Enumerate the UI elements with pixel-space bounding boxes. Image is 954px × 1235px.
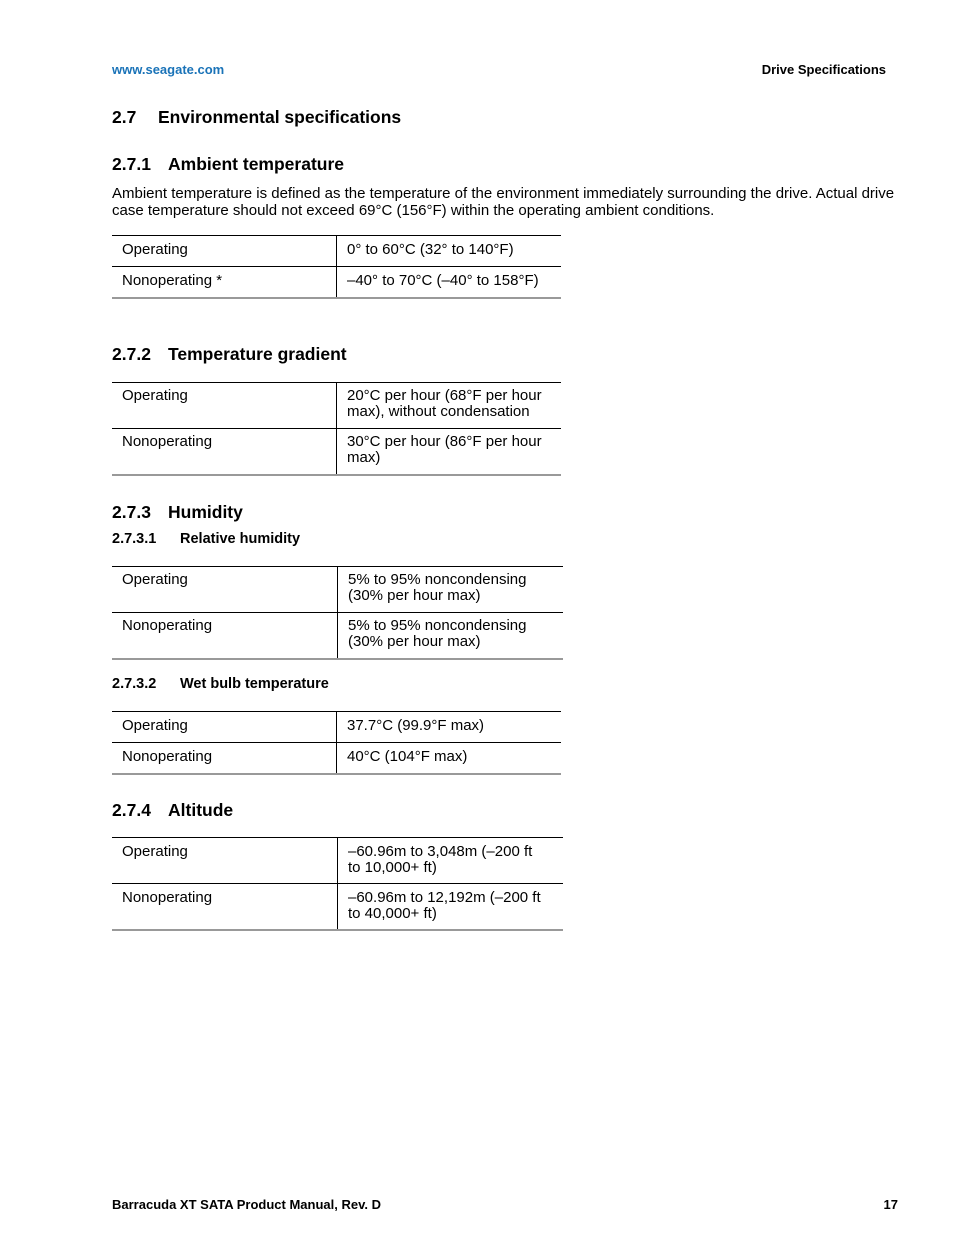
row-value: 37.7°C (99.9°F max) bbox=[347, 717, 485, 734]
heading-number: 2.7.1 bbox=[112, 154, 151, 174]
row-value-line: to 40,000+ ft) bbox=[348, 905, 437, 922]
row-value-line: 5% to 95% noncondensing bbox=[348, 571, 527, 588]
row-value-line: (30% per hour max) bbox=[348, 633, 481, 650]
table-row bbox=[112, 567, 563, 613]
heading-number: 2.7.4 bbox=[112, 800, 151, 820]
table-row bbox=[112, 236, 561, 267]
row-label: Nonoperating bbox=[112, 743, 337, 774]
temperature-gradient-table bbox=[112, 382, 561, 476]
header-section-title: Drive Specifications bbox=[761, 62, 886, 77]
table-row bbox=[112, 743, 561, 774]
footer-page-number: 17 bbox=[883, 1197, 898, 1212]
row-value-line: 20°C per hour (68°F per hour bbox=[347, 387, 542, 404]
row-value-line: max) bbox=[347, 449, 381, 466]
ambient-temperature-paragraph: Ambient temperature is defined as the temperature of the environment immediately surrounding the drive. Actual drive case temperature should not exceed 69°C (156°F) within the operating ambient conditions. bbox=[112, 185, 895, 219]
heading-2-7-3-1 bbox=[112, 531, 300, 547]
heading-title: Humidity bbox=[168, 502, 243, 522]
heading-title: Relative humidity bbox=[180, 531, 301, 547]
row-value bbox=[338, 884, 564, 930]
row-value bbox=[337, 383, 562, 429]
row-value-line: (30% per hour max) bbox=[348, 587, 481, 604]
row-label: Nonoperating bbox=[112, 884, 338, 930]
row-label: Operating bbox=[112, 712, 337, 743]
relative-humidity-table bbox=[112, 566, 563, 660]
row-value-line: 30°C per hour (86°F per hour bbox=[347, 433, 542, 450]
table-row bbox=[112, 884, 563, 930]
table-row bbox=[112, 267, 561, 298]
row-label: Operating bbox=[112, 567, 338, 613]
heading-2-7-4 bbox=[112, 800, 233, 821]
heading-2-7-3-2 bbox=[112, 676, 329, 692]
table-row bbox=[112, 383, 561, 429]
row-value-line: 5% to 95% noncondensing bbox=[348, 617, 527, 634]
row-value bbox=[338, 613, 564, 659]
row-value bbox=[338, 838, 564, 884]
row-value-line: –60.96m to 12,192m (–200 ft bbox=[348, 889, 541, 906]
row-label: Operating bbox=[112, 236, 337, 267]
heading-number: 2.7.2 bbox=[112, 344, 151, 364]
heading-title: Environmental specifications bbox=[158, 107, 402, 127]
heading-2-7-3 bbox=[112, 502, 243, 523]
row-label: Operating bbox=[112, 838, 338, 884]
wet-bulb-temperature-table bbox=[112, 711, 561, 775]
heading-title: Ambient temperature bbox=[168, 154, 345, 174]
row-value: 40°C (104°F max) bbox=[347, 748, 468, 765]
table-row bbox=[112, 429, 561, 475]
row-value bbox=[337, 429, 562, 475]
ambient-temperature-table bbox=[112, 235, 561, 299]
heading-number: 2.7.3.1 bbox=[112, 531, 157, 547]
heading-2-7-1 bbox=[112, 154, 344, 175]
row-value-line: to 10,000+ ft) bbox=[348, 859, 437, 876]
table-row bbox=[112, 613, 563, 659]
heading-title: Temperature gradient bbox=[168, 344, 347, 364]
heading-number: 2.7.3.2 bbox=[112, 676, 157, 692]
row-value: 0° to 60°C (32° to 140°F) bbox=[347, 241, 514, 258]
row-label: Operating bbox=[112, 383, 337, 429]
altitude-table bbox=[112, 837, 563, 931]
row-label: Nonoperating bbox=[112, 429, 337, 475]
table-row bbox=[112, 712, 561, 743]
heading-title: Wet bulb temperature bbox=[180, 676, 329, 692]
heading-2-7 bbox=[112, 107, 401, 128]
footer-manual-title: Barracuda XT SATA Product Manual, Rev. D bbox=[112, 1197, 381, 1212]
heading-2-7-2 bbox=[112, 344, 347, 365]
header-website-link[interactable]: www.seagate.com bbox=[112, 62, 225, 77]
row-label: Nonoperating bbox=[112, 613, 338, 659]
table-row bbox=[112, 838, 563, 884]
heading-title: Altitude bbox=[168, 800, 234, 820]
row-label: Nonoperating * bbox=[112, 267, 337, 298]
row-value: –40° to 70°C (–40° to 158°F) bbox=[347, 272, 539, 289]
row-value-line: –60.96m to 3,048m (–200 ft bbox=[348, 843, 533, 860]
row-value bbox=[338, 567, 564, 613]
heading-number: 2.7 bbox=[112, 107, 137, 127]
heading-number: 2.7.3 bbox=[112, 502, 151, 522]
row-value-line: max), without condensation bbox=[347, 403, 530, 420]
